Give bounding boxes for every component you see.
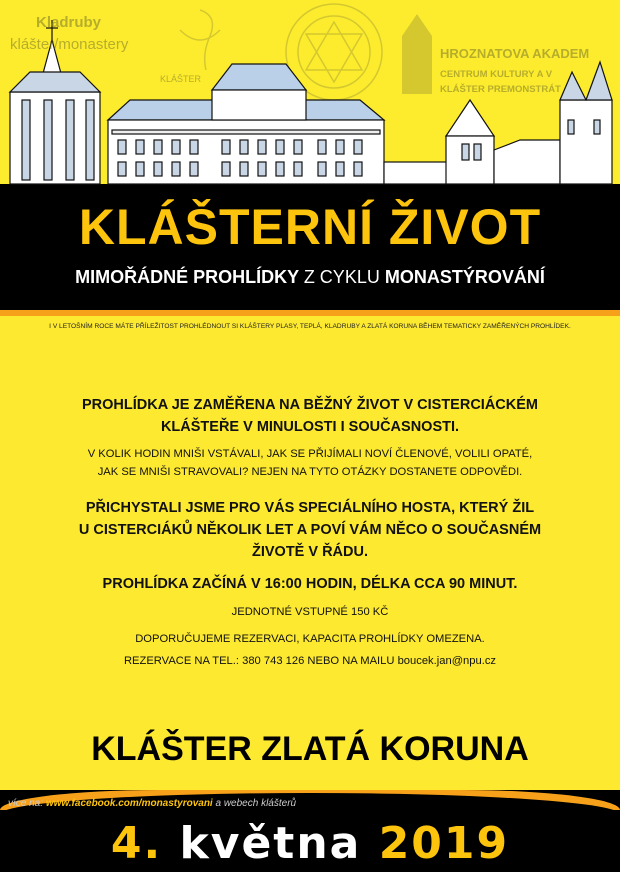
kladruby-logo-line2: klášter/monastery <box>10 36 129 53</box>
reservation-contact-text: REZERVACE NA TEL.: 380 743 126 NEBO NA MAILU <box>123 655 395 667</box>
facebook-link[interactable]: www.facebook.com/monastyrovani <box>45 798 213 809</box>
facebook-prefix: více na: <box>8 798 44 809</box>
subtitle-connector: Z CYKLU <box>303 267 380 287</box>
subtitle-part2: MONASTÝROVÁNÍ <box>384 267 545 287</box>
hroznatova-logo-line3: KLÁŠTER PREMONSTRÁT <box>440 84 561 95</box>
divider <box>0 310 620 316</box>
event-date-year: 2019 <box>378 818 510 869</box>
reservation-email-link[interactable]: boucek.jan@npu.cz <box>397 655 497 667</box>
paragraph-guest-line1: PŘICHYSTALI JSME PRO VÁS SPECIÁLNÍHO HOSTA, KTERÝ ŽIL <box>85 500 535 516</box>
paragraph-focus <box>70 394 550 438</box>
subtitle-part1: MIMOŘÁDNÉ PROHLÍDKY <box>75 267 299 287</box>
monastery-name-part2: ZLATÁ KORUNA <box>261 730 529 768</box>
plasy-crosier-icon <box>180 10 220 70</box>
admission-price: JEDNOTNÉ VSTUPNÉ 150 KČ <box>231 606 389 618</box>
intro-text: I V LETOŠNÍM ROCE MÁTE PŘÍLEŽITOST PROHLÉDNOUT SI KLÁŠTERY PLASY, TEPLÁ, KLADRUBY A ZLATÁ KORUNA BĚHEM TEMATICKY ZAMĚŘENÝCH PROHLÍDEK. <box>49 323 571 330</box>
plasy-convent-icon <box>108 64 384 184</box>
event-date <box>0 818 620 869</box>
paragraph-questions <box>70 446 550 481</box>
hroznatova-logo-line1: HROZNATOVA AKADEM <box>440 46 590 61</box>
paragraph-guest-line2: U CISTERCIÁKŮ NĚKOLIK LET A POVÍ VÁM NĚCO O SOUČASNÉM <box>78 522 542 538</box>
paragraph-focus-line2: KLÁŠTEŘE V MINULOSTI I SOUČASNOSTI. <box>160 419 460 435</box>
monastery-name-part1: KLÁŠTER <box>91 730 252 768</box>
kladruby-logo-line1: Kladruby <box>36 14 102 31</box>
paragraph-questions-line1: V KOLIK HODIN MNIŠI VSTÁVALI, JAK SE PŘIJÍMALI NOVÍ ČLENOVÉ, VOLILI OPATÉ, <box>87 448 533 460</box>
reservation-contact <box>70 653 550 671</box>
reservation-note: DOPORUČUJEME REZERVACI, KAPACITA PROHLÍDKY OMEZENA. <box>135 633 485 645</box>
page-subtitle <box>0 267 620 288</box>
paragraph-guest <box>70 497 550 563</box>
plasy-logo-text: KLÁŠTER <box>160 74 202 84</box>
paragraph-focus-line1: PROHLÍDKA JE ZAMĚŘENA NA BĚŽNÝ ŽIVOT V CISTERCIÁCKÉM <box>82 397 538 413</box>
tour-start-time: PROHLÍDKA ZAČÍNÁ V 16:00 HODIN, DÉLKA CCA 90 MINUT. <box>102 576 518 592</box>
hroznatova-church-icon <box>402 14 432 94</box>
facebook-line <box>8 798 296 809</box>
hroznatova-logo-line2: CENTRUM KULTURY A V <box>440 69 553 80</box>
event-date-month: května <box>179 818 362 869</box>
page-title: KLÁŠTERNÍ ŽIVOT <box>78 199 542 255</box>
event-date-day: 4. <box>110 818 163 869</box>
paragraph-guest-line3: ŽIVOTĚ V ŘÁDU. <box>251 544 368 560</box>
monastery-name <box>0 730 620 769</box>
paragraph-questions-line2: JAK SE MNIŠI STRAVOVALI? NEJEN NA TYTO OTÁZKY DOSTANETE ODPOVĚDI. <box>97 465 523 478</box>
header-illustration <box>0 0 620 190</box>
facebook-suffix: a webech klášterů <box>215 798 297 809</box>
